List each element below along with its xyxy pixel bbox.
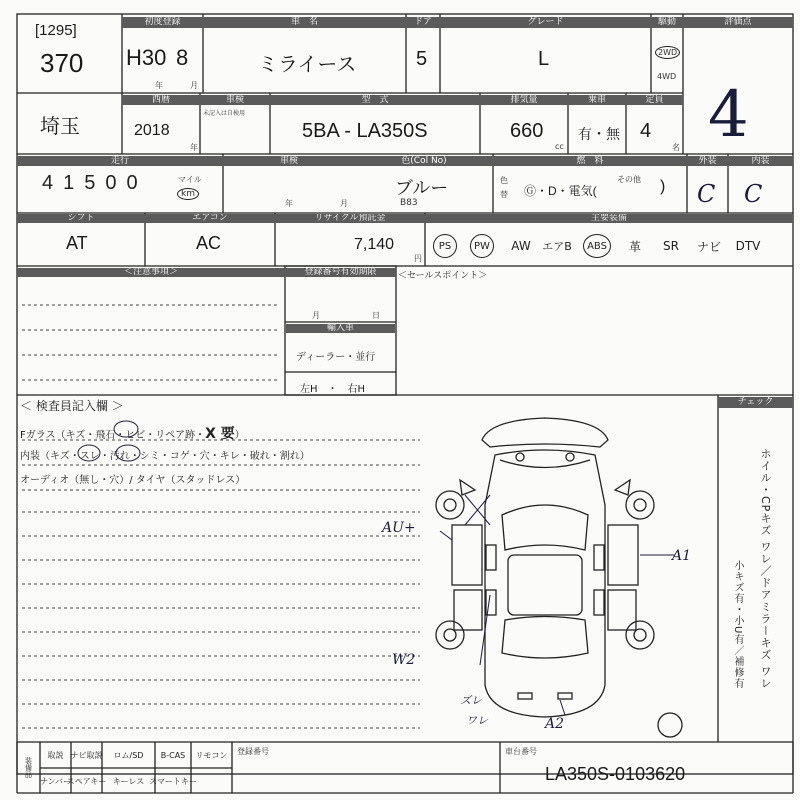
recycle-header: リサイクル預託金 (275, 214, 425, 223)
car-name: ミライース (258, 54, 357, 76)
capacity: 4 (640, 120, 652, 142)
exterior-header: 外装 (687, 156, 728, 166)
import-header: 輸入車 (286, 324, 395, 333)
equip-pw-label: PW (470, 234, 494, 258)
bottom-bcas: B-CAS (160, 750, 186, 760)
mileage-digit: 0 (126, 172, 138, 194)
import-type: ディーラー・並行 (296, 352, 376, 363)
sales-points-header: ＜セールスポイント＞ (398, 271, 488, 281)
fuel-close: ) (660, 178, 666, 195)
inspection-note: 未記入は自検用 (203, 110, 246, 117)
equip-airbag: エアB (542, 240, 572, 253)
reg-month: 月 (312, 311, 320, 320)
exterior-grade: C (697, 180, 716, 208)
year-header: 西暦 (122, 95, 200, 105)
color-change-label: 色替 (500, 176, 508, 199)
damage-zure: ズレ (460, 694, 482, 707)
mileage-digit: 5 (84, 172, 96, 194)
equip-abs-label: ABS (583, 234, 611, 258)
bottom-number: ナンバー (39, 776, 72, 786)
insp-line1-text: Fガラス（キズ・飛石・ヒビ・リペア跡・ (20, 430, 206, 441)
vertical-note1: ホイル・CPキズ ワレ／ドアミラーキズ ワレ (759, 448, 772, 690)
drive-2wd: 2WD (655, 46, 680, 59)
color-header: 色(Col No) (355, 156, 493, 166)
inspect-month-unit: 月 (340, 199, 348, 208)
equip-aw: AW (511, 239, 531, 253)
steering: 左H ・ 右H (300, 384, 366, 395)
doors-header: ドア (406, 17, 440, 28)
mileage-digit: 1 (63, 172, 75, 194)
reg-value: 有・無 (578, 126, 620, 142)
chassis-number: LA350S-0103620 (545, 764, 686, 784)
car-name-header: 車 名 (203, 17, 406, 28)
fuel-header: 燃 料 (493, 156, 687, 166)
equip-dtv: DTV (735, 239, 761, 253)
bottom-manual: 取説 (47, 750, 64, 760)
registration-header: 登録番号有効期限 (285, 268, 396, 277)
inspector-header: ＜ 検査員記入欄 ＞ (20, 399, 124, 413)
damage-w2: W2 (392, 652, 416, 668)
checkup-header: チェック (718, 397, 793, 408)
model-header: 型 式 (270, 95, 480, 105)
bottom-keyless: キーレス (112, 776, 145, 786)
score: 4 (708, 78, 749, 152)
interior-header: 内装 (728, 156, 793, 166)
bottom-side-label: 装備品 (24, 757, 33, 778)
model-year: 2018 (134, 122, 170, 139)
insp-line3: オーディオ（無し・穴）/ タイヤ（スタッドレス） (20, 475, 246, 486)
inspection-header: 車検 (200, 95, 270, 105)
equip-ps (432, 233, 458, 259)
insp-line2: 内装（キズ・スレ・汚れ・シミ・コゲ・穴・キレ・破れ・割れ） (20, 451, 310, 462)
notes-header: ＜注意事項＞ (17, 268, 285, 277)
model-year-unit: 年 (190, 143, 198, 152)
doors: 5 (416, 48, 428, 70)
mileage-digit: 0 (105, 172, 117, 194)
damage-a2: A2 (545, 716, 565, 732)
mileage-digits (42, 172, 138, 195)
lot-code: [1295] (35, 22, 77, 39)
drive-header: 駆動 (651, 17, 683, 28)
capacity-header: 定員 (626, 95, 683, 105)
bottom-remote: リモコン (195, 750, 228, 760)
damage-a1: A1 (672, 548, 692, 564)
yen-unit: 円 (414, 254, 422, 263)
displacement-header: 排気量 (480, 95, 568, 105)
cc-unit: cc (555, 142, 564, 151)
equip-abs (582, 233, 612, 259)
insp-line1 (20, 423, 245, 443)
mileage-digit: 4 (42, 172, 54, 194)
interior-grade: C (744, 180, 763, 208)
bottom-smart-key: スマートキー (149, 776, 197, 786)
color-no: B83 (400, 198, 418, 208)
bottom-rom-sd: ロム/SD (113, 750, 144, 760)
mileage-header: 走行 (17, 156, 223, 166)
first-reg-month: 8 (176, 45, 189, 70)
inspect-header: 車検 (223, 156, 355, 166)
year-unit: 年 (155, 81, 163, 90)
recycle: 7,140 (354, 236, 395, 253)
capacity-unit: 名 (672, 143, 680, 152)
score-header: 評価点 (683, 17, 793, 28)
equip-sr: SR (663, 239, 679, 253)
equip-leather: 革 (628, 239, 641, 254)
displacement: 660 (510, 120, 544, 142)
mile-label: マイル (178, 175, 202, 184)
equip-navi: ナビ (696, 239, 721, 254)
model: 5BA - LA350S (302, 120, 428, 142)
equip-pw (469, 233, 495, 259)
km-label: km (177, 188, 199, 200)
reg-number-header: 登録番号 (237, 747, 269, 756)
drive-4wd: 4WD (657, 72, 677, 81)
grade-header: グレード (440, 17, 651, 28)
insp-line1-mark: X 要 (205, 426, 235, 442)
damage-ware: ワレ (466, 714, 488, 727)
damage-au: AU+ (382, 520, 416, 536)
aircon-header: エアコン (145, 214, 275, 223)
shift-header: シフト (17, 214, 145, 223)
shift: AT (66, 233, 88, 253)
month-unit: 月 (190, 81, 198, 90)
equipment-header: 主要装備 (425, 214, 793, 223)
first-reg-year: H30 (126, 45, 167, 70)
prefecture: 埼玉 (40, 116, 80, 138)
bottom-spare-key: スペアキー (66, 776, 107, 786)
vertical-note2: 小キズ有・小U有／補修有 (732, 560, 743, 690)
equip-ps-label: PS (433, 234, 457, 258)
grade: L (538, 48, 550, 70)
fuel-options: Ⓖ・D・電気( (524, 184, 597, 198)
fuel-other: その他 (617, 175, 641, 184)
color: ブルー (395, 178, 449, 198)
bottom-navi-manual: ナビ取説 (70, 750, 103, 760)
chassis-header: 車台番号 (505, 747, 537, 756)
reg-header: 乗車 (568, 95, 626, 105)
lot-number: 370 (40, 48, 84, 78)
aircon: AC (196, 233, 222, 253)
reg-day: 日 (372, 311, 380, 320)
first-reg-header: 初度登録 (122, 17, 203, 28)
inspect-year-unit: 年 (285, 199, 293, 208)
insp-line1-end: ） (234, 430, 245, 441)
